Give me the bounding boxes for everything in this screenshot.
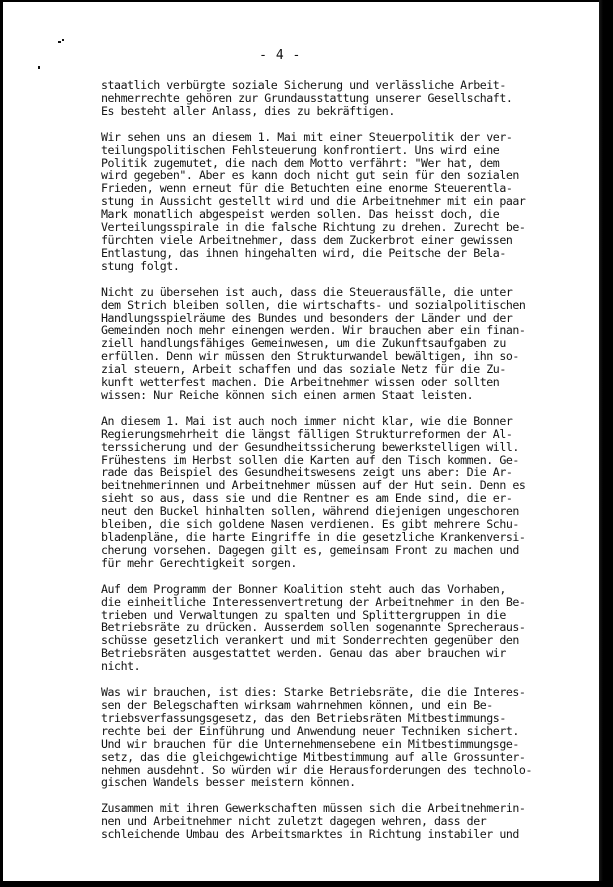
text-line: triebsverfassungsgesetz, das den Betriebsräten Mitbestimmungs- xyxy=(101,710,506,725)
text-line: bladenpläne, die harte Eingriffe in die gesetzliche Krankenversi- xyxy=(101,530,526,544)
text-line: An diesem 1. Mai ist auch noch immer nicht klar, wie die Bonner xyxy=(101,413,513,428)
text-line: stung in Aussicht gestellt wird und die Arbeitnehmer mit ein paar xyxy=(101,194,526,209)
text-line: teilungspolitischen Fehlsteuerung konfrontiert. Uns wird eine xyxy=(101,142,500,157)
text-line: Betriebsräten ausgestattet werden. Genau das aber brauchen wir xyxy=(101,646,506,661)
text-line: Mark monatlich abgespeist werden sollen. Das heisst doch, die xyxy=(101,207,500,222)
text-line: Politik zugemutet, die nach dem Motto verfährt: "Wer hat, dem xyxy=(101,155,500,170)
paragraph xyxy=(101,79,571,118)
paragraph xyxy=(101,131,571,273)
text-line: cherung vorsehen. Dagegen gilt es, gemeinsam Front zu machen und xyxy=(101,542,519,557)
text-line: setz, das die gleichgewichtige Mitbestimmung auf alle Grossunter- xyxy=(101,749,526,764)
scan-border-top xyxy=(0,0,613,2)
text-line: terssicherung und der Gesundheitssicherung bewerkstelligen will. xyxy=(101,439,519,454)
text-line: fürchten viele Arbeitnehmer, dass dem Zuckerbrot einer gewissen xyxy=(101,232,513,247)
text-line: Regierungsmehrheit die längst fälligen Strukturreformen der Al- xyxy=(101,426,513,441)
paragraph xyxy=(101,686,571,789)
text-line: Betriebsräte zu drücken. Ausserdem sollen sogenannte Sprecheraus- xyxy=(101,620,526,635)
text-line: trieben und Verwaltungen zu spalten und Splittergruppen in die xyxy=(101,607,506,622)
text-line: neut den Buckel hinhalten sollen, während diejenigen ungeschoren xyxy=(101,504,519,519)
text-line: die einheitliche Interessenvertretung der Arbeitnehmer in den Be- xyxy=(101,594,526,609)
text-line: gischen Wandels besser meistern können. xyxy=(101,775,356,790)
text-line: Nicht zu übersehen ist auch, dass die Steuerausfälle, die unter xyxy=(101,284,513,299)
text-line: rade das Beispiel des Gesundheitswesens zeigt uns aber: Die Ar- xyxy=(101,465,513,480)
text-line: Und wir brauchen für die Unternehmensebene ein Mitbestimmungsge- xyxy=(101,736,519,751)
text-line: staatlich verbürgte soziale Sicherung und verlässliche Arbeit- xyxy=(101,78,506,92)
text-line: Auf dem Programm der Bonner Koalition steht auch das Vorhaben, xyxy=(101,581,506,596)
text-line: Gemeinden noch mehr einengen werden. Wir brauchen aber ein finan- xyxy=(101,323,526,338)
text-line: Verteilungsspirale in die falsche Richtung zu drehen. Zurecht be- xyxy=(101,220,526,235)
scan-border-left xyxy=(0,0,3,887)
text-line: nen und Arbeitnehmer nicht zuletzt dagegen wehren, dass der xyxy=(101,814,487,829)
text-line: kunft wetterfest machen. Die Arbeitnehmer wissen oder sollten xyxy=(101,375,500,390)
text-line: schleichende Umbau des Arbeitsmarktes in Richtung instabiler und xyxy=(101,827,519,842)
scan-border-bottom xyxy=(0,881,613,887)
text-line: nehmen ausdehnt. So würden wir die Herausforderungen des technolo- xyxy=(101,762,532,777)
text-line: Frühestens im Herbst sollen die Karten auf den Tisch kommen. Ge- xyxy=(101,452,519,467)
paragraph xyxy=(101,583,571,673)
text-line: Es besteht aller Anlass, dies zu bekräftigen. xyxy=(101,103,395,118)
text-line: für mehr Gerechtigkeit sorgen. xyxy=(101,555,297,570)
text-line: nehmerrechte gehören zur Grundausstattung unserer Gesellschaft. xyxy=(101,90,513,105)
text-line: beitnehmerinnen und Arbeitnehmer müssen auf der Hut sein. Denn es xyxy=(101,478,526,493)
text-line: wird gegeben". Aber es kann doch nicht gut sein für den sozialen xyxy=(101,168,519,183)
text-line: Handlungsspielräume des Bundes und besonders der Länder und der xyxy=(101,310,513,325)
scan-border-right xyxy=(599,0,613,887)
scan-speck xyxy=(38,66,40,69)
text-line: stung folgt. xyxy=(101,258,180,273)
paragraph xyxy=(101,286,571,402)
text-line: Was wir brauchen, ist dies: Starke Betriebsräte, die die Interes- xyxy=(101,685,526,700)
text-line: wissen: Nur Reiche können sich einen armen Staat leisten. xyxy=(101,387,474,402)
text-line: Frieden, wenn erneut für die Betuchten eine enorme Steuerentla- xyxy=(101,181,513,196)
text-line: ziell handlungsfähiges Gemeinwesen, um die Zukunftsaufgaben zu xyxy=(101,336,506,351)
text-line: Entlastung, das ihnen hingehalten wird, die Peitsche der Bela- xyxy=(101,245,506,260)
page-number: - 4 - xyxy=(259,48,301,63)
text-line: erfüllen. Denn wir müssen den Strukturwandel bewältigen, ihn so- xyxy=(101,349,519,364)
text-line: rechte bei der Einführung und Anwendung neuer Techniken sichert. xyxy=(101,723,519,738)
text-line: sen der Belegschaften wirksam wahrnehmen können, und ein Be- xyxy=(101,697,493,712)
document-body xyxy=(101,79,571,854)
text-line: bleiben, die sich goldene Nasen verdienen. Es gibt mehrere Schu- xyxy=(101,517,519,532)
text-line: sieht so aus, dass sie und die Rentner es am Ende sind, die er- xyxy=(101,491,513,506)
text-line: zial steuern, Arbeit schaffen und das soziale Netz für die Zu- xyxy=(101,362,506,377)
paragraph xyxy=(101,802,571,841)
text-line: Zusammen mit ihren Gewerkschaften müssen sich die Arbeitnehmerin- xyxy=(101,801,526,816)
paragraph xyxy=(101,415,571,570)
text-line: dem Strich bleiben sollen, die wirtschafts- und sozialpolitischen xyxy=(101,297,526,312)
text-line: schüsse gesetzlich verankert und mit Sonderrechten gegenüber den xyxy=(101,633,519,648)
text-line: Wir sehen uns an diesem 1. Mai mit einer Steuerpolitik der ver- xyxy=(101,129,513,144)
scan-speck xyxy=(62,39,64,41)
text-line: nicht. xyxy=(101,659,141,674)
scan-speck xyxy=(58,41,61,43)
